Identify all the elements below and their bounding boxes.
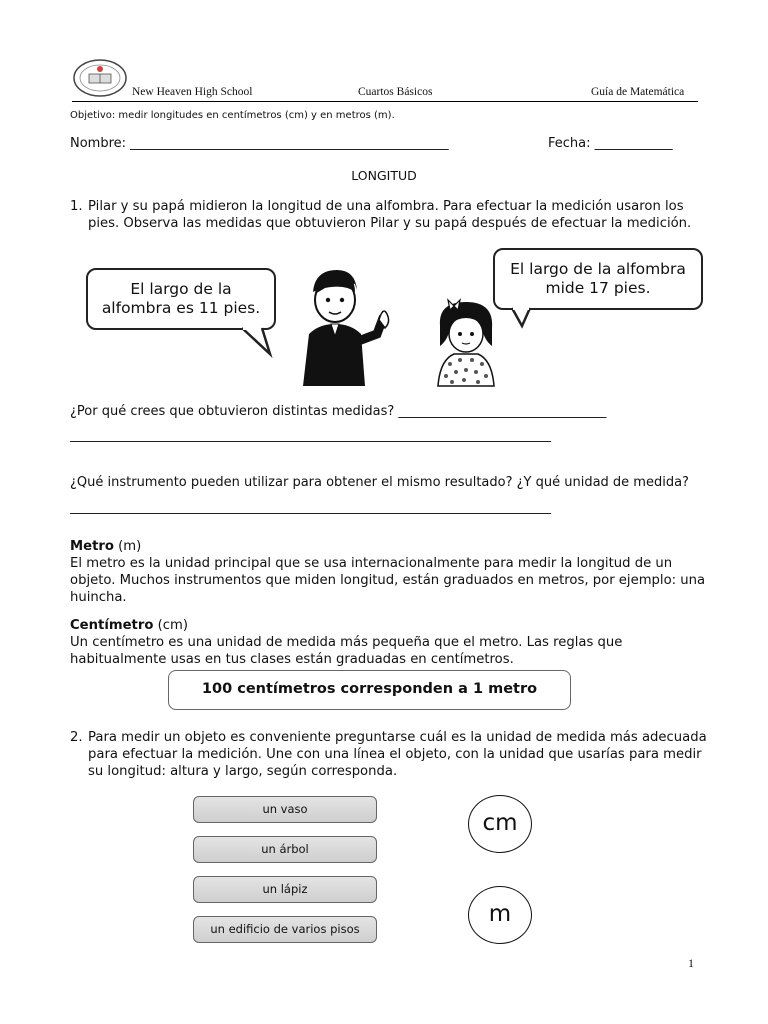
girl-speech-bubble — [493, 248, 703, 310]
metro-unit: (m) — [118, 539, 142, 554]
unit-m[interactable]: m — [468, 886, 532, 944]
girl-bubble-line-2: mide 17 pies. — [545, 279, 651, 297]
page-number: 1 — [688, 956, 694, 970]
object-arbol[interactable]: un árbol — [193, 836, 377, 863]
header-divider — [72, 101, 698, 102]
dad-bubble-line-1: El largo de la — [130, 280, 232, 298]
girl-bubble-line-1: El largo de la alfombra — [510, 260, 686, 278]
school-logo — [72, 58, 128, 98]
metro-text: El metro es la unidad principal que se usa internacionalmente para medir la longitud de un objeto. Muchos instrumentos que miden longitud, están graduados en metros, por ejemplo: una huincha. — [70, 556, 706, 605]
centimetro-unit: (cm) — [157, 618, 188, 633]
object-vaso[interactable]: un vaso — [193, 796, 377, 823]
question-1b: ¿Qué instrumento pueden utilizar para obtener el mismo resultado? ¿Y qué unidad de medida? — [70, 475, 689, 490]
unit-cm[interactable]: cm — [468, 795, 532, 853]
centimetro-text: Un centímetro es una unidad de medida más pequeña que el metro. Las reglas que habitualmente usas en tus clases están graduadas en centímetros. — [70, 635, 623, 667]
object-lapiz[interactable]: un lápiz — [193, 876, 377, 903]
centimetro-definition — [70, 617, 710, 668]
girl-illustration — [430, 298, 502, 388]
question-2-text: Para medir un objeto es conveniente preguntarse cuál es la unidad de medida más adecuada para efectuar la medición. Une con una línea el objeto, con la unidad que usarías para medir su longitud: altura y largo, según corresponda. — [88, 730, 707, 779]
centimetro-term: Centímetro — [70, 618, 154, 633]
question-1a: ¿Por qué crees que obtuvieron distintas medidas? ________________________________ — [70, 404, 607, 419]
dad-bubble-tail — [240, 326, 280, 358]
name-field: Nombre: _________________________________________________ — [70, 136, 449, 151]
school-name: New Heaven High School — [132, 86, 253, 98]
metro-term: Metro — [70, 539, 114, 554]
dad-speech-bubble — [86, 268, 276, 330]
question-1-number: 1. — [70, 199, 83, 214]
date-field: Fecha: ____________ — [548, 136, 673, 151]
equivalence-box: 100 centímetros corresponden a 1 metro — [168, 670, 571, 710]
question-2-number: 2. — [70, 730, 83, 745]
question-2 — [0, 729, 768, 781]
object-edificio[interactable]: un edificio de varios pisos — [193, 916, 377, 943]
answer-line-1a[interactable]: __________________________________________________________________________ — [70, 428, 551, 443]
dad-illustration — [295, 262, 395, 388]
answer-line-1b[interactable]: __________________________________________________________________________ — [70, 500, 551, 515]
page-title: LONGITUD — [351, 168, 417, 183]
guide-name: Guía de Matemática — [591, 86, 685, 98]
girl-bubble-tail — [508, 306, 538, 330]
objective: Objetivo: medir longitudes en centímetros (cm) y en metros (m). — [70, 110, 395, 121]
dad-bubble-line-2: alfombra es 11 pies. — [101, 299, 261, 317]
question-1 — [0, 198, 768, 238]
question-1-text: Pilar y su papá midieron la longitud de una alfombra. Para efectuar la medición usaron los pies. Observa las medidas que obtuvieron Pilar y su papá después de efectuar la medición. — [88, 199, 692, 231]
course-name: Cuartos Básicos — [358, 86, 433, 98]
metro-definition — [70, 538, 710, 606]
